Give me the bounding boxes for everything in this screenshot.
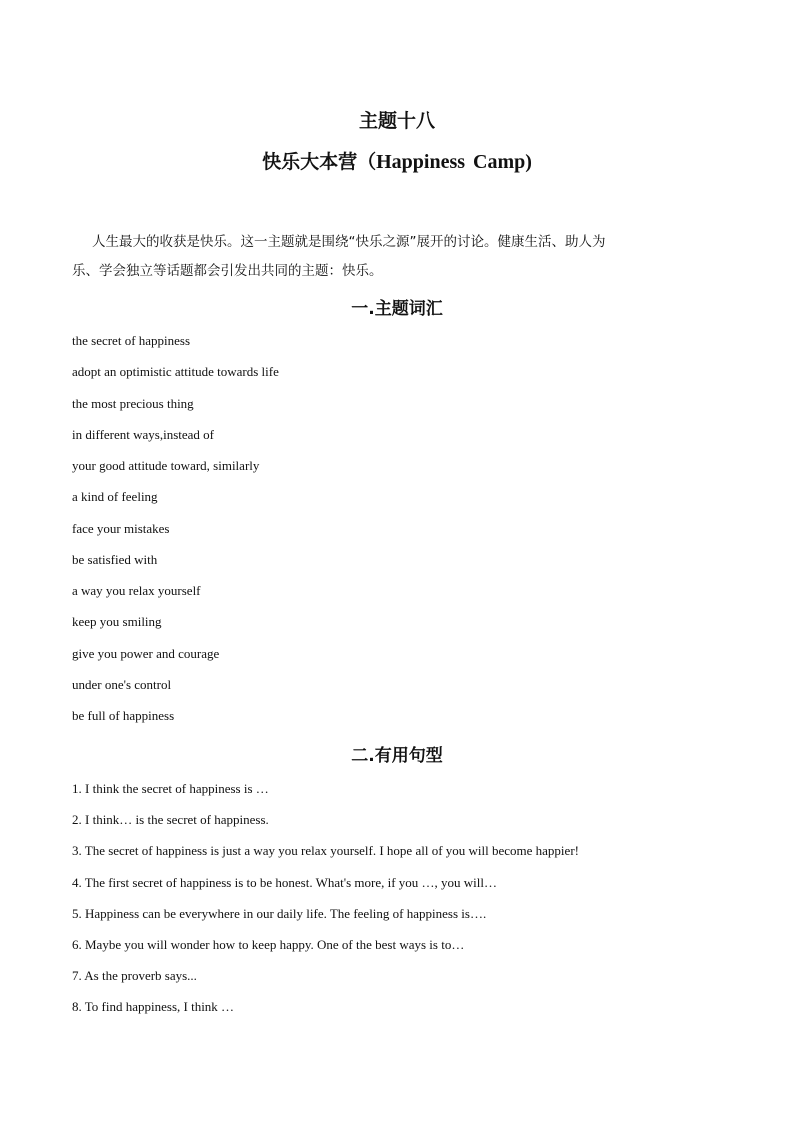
vocabulary-item: be satisfied with (72, 551, 158, 567)
sentence-item: 3. The secret of happiness is just a way you relax yourself. I hope all of you will become happier! (72, 843, 579, 859)
intro-paragraph: 人生最大的收获是快乐。这一主题就是围绕“快乐之源”展开的讨论。健康生活、助人为乐、学会独立等话题都会引发出共同的主题：快乐。 (72, 234, 606, 279)
vocabulary-item: face your mistakes (72, 520, 170, 536)
vocabulary-list (72, 332, 279, 738)
vocabulary-heading: 一.主题词汇 (351, 299, 443, 319)
theme-title-cn: 快乐大本营（ (262, 151, 377, 173)
theme-title-en: Happiness Camp) (376, 151, 532, 173)
vocabulary-item: a way you relax yourself (72, 583, 201, 598)
sentence-item: 2. I think… is the secret of happiness. (72, 812, 269, 828)
theme-number: 主题十八 (358, 110, 435, 132)
sentence-list (72, 780, 579, 1030)
vocabulary-item: adopt an optimistic attitude towards life (72, 364, 279, 380)
vocabulary-item: give you power and courage (72, 645, 220, 661)
sentence-item: 7. As the proverb says... (72, 968, 197, 984)
sentence-item: 1. I think the secret of happiness is … (72, 781, 269, 796)
sentence-item: 5. Happiness can be everywhere in our daily life. The feeling of happiness is…. (72, 905, 487, 921)
theme-title (0, 147, 794, 174)
vocabulary-item: be full of happiness (72, 708, 175, 723)
vocabulary-item: keep you smiling (72, 614, 162, 630)
sentence-item: 6. Maybe you will wonder how to keep happy. One of the best ways is to… (72, 936, 465, 952)
vocabulary-item: under one's control (72, 676, 172, 692)
vocabulary-item: in different ways,instead of (72, 426, 214, 442)
vocabulary-item: the secret of happiness (72, 333, 191, 348)
vocabulary-item: your good attitude toward, similarly (72, 458, 260, 473)
sentence-item: 4. The first secret of happiness is to be honest. What's more, if you …, you will… (72, 874, 498, 890)
vocabulary-item: a kind of feeling (72, 489, 158, 505)
sentences-heading: 二.有用句型 (351, 746, 443, 766)
sentence-item: 8. To find happiness, I think … (72, 999, 235, 1015)
vocabulary-item: the most precious thing (72, 395, 194, 411)
